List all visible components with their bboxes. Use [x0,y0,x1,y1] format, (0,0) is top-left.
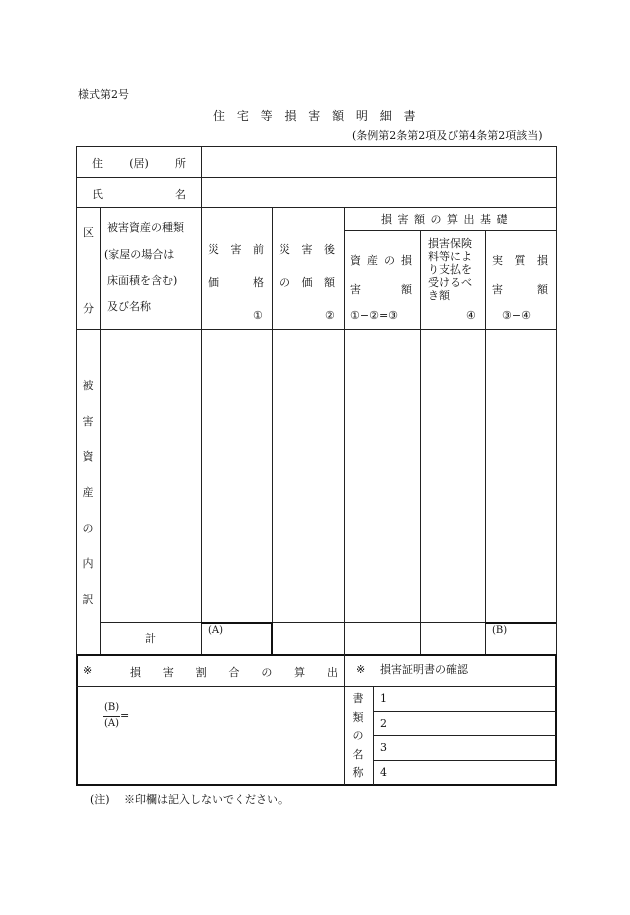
form-title: 住 宅 等 損 害 額 明 細 書 [213,109,420,123]
total-label: 計 [145,632,156,645]
item-col-line2: (家屋の場合は [104,248,175,261]
form-number: 様式第2号 [78,88,129,101]
doc-row-number: 2 [380,717,387,730]
asset-damage-cell[interactable] [345,330,419,621]
col3-line1: 資 産 の 損 [350,254,412,267]
doc-row-input[interactable] [392,687,554,710]
total-b-label: (B) [492,625,508,636]
post-disaster-value-cell[interactable] [273,330,343,621]
confirm-header: 損害証明書の確認 [380,663,468,676]
col2-line2: の 価 額 [279,276,335,289]
item-col-line3: 床面積を含む) [107,274,178,287]
ratio-header: ※ 損 害 割 合 の 算 出 [83,664,338,679]
col5-line1: 実 質 損 [492,254,548,267]
col4-line3: り支払を [428,263,472,276]
docs-vertical-label: 書 類 の 名 称 [352,692,364,779]
insurance-payment-cell[interactable] [421,330,484,621]
col3-line2: 害 額 [350,283,412,296]
doc-row-number: 1 [380,692,387,705]
col4-line2: 料等によ [428,250,472,263]
total-a-label: (A) [208,625,224,636]
section-label-bottom: 分 [83,302,94,315]
section-label-top: 区 [83,226,94,239]
doc-row-input[interactable] [392,712,554,734]
name-label: 氏 名 [92,188,186,201]
col4-line5: き額 [428,289,450,302]
side-vertical-label: 被 害 資 産 の 内 訳 [82,379,94,606]
doc-row-number: 3 [380,741,387,754]
doc-row-input[interactable] [392,736,554,759]
confirm-mark: ※ [356,663,366,676]
ratio-denominator: (A) [104,718,120,729]
col4-mark: ④ [466,309,476,322]
col2-line1: 災 害 後 [279,243,335,256]
col3-formula: ①−②=③ [350,309,399,322]
address-field[interactable] [202,147,555,176]
ratio-equals: = [120,709,130,722]
item-col-line4: 及び名称 [107,300,151,313]
col5-line2: 害 額 [492,283,548,296]
col4-line1: 損害保険 [428,237,472,250]
note-label: (注) [90,793,110,806]
pre-disaster-value-cell[interactable] [202,330,271,621]
col5-formula: ③−④ [502,309,531,322]
doc-row-input[interactable] [392,761,554,783]
doc-row-number: 4 [380,766,387,779]
ratio-input[interactable] [130,700,335,735]
calc-basis-header: 損 害 額 の 算 出 基 礎 [381,213,509,226]
item-col-line1: 被害資産の種類 [107,221,184,234]
col4-line4: 受けるべ [428,276,472,289]
col2-mark: ② [325,309,335,322]
form-subtitle: (条例第2条第2項及び第4条第2項該当) [352,129,543,142]
note-text: ※印欄は記入しないでください。 [124,793,289,806]
item-name-cell[interactable] [101,330,200,621]
fraction-bar [103,716,120,717]
col1-line2: 価 格 [208,276,264,289]
name-field[interactable] [202,178,555,206]
ratio-numerator: (B) [104,702,120,713]
actual-damage-cell[interactable] [486,330,555,621]
col1-mark: ① [253,309,263,322]
col1-line1: 災 害 前 [208,243,264,256]
address-label: 住 (居) 所 [92,157,186,170]
